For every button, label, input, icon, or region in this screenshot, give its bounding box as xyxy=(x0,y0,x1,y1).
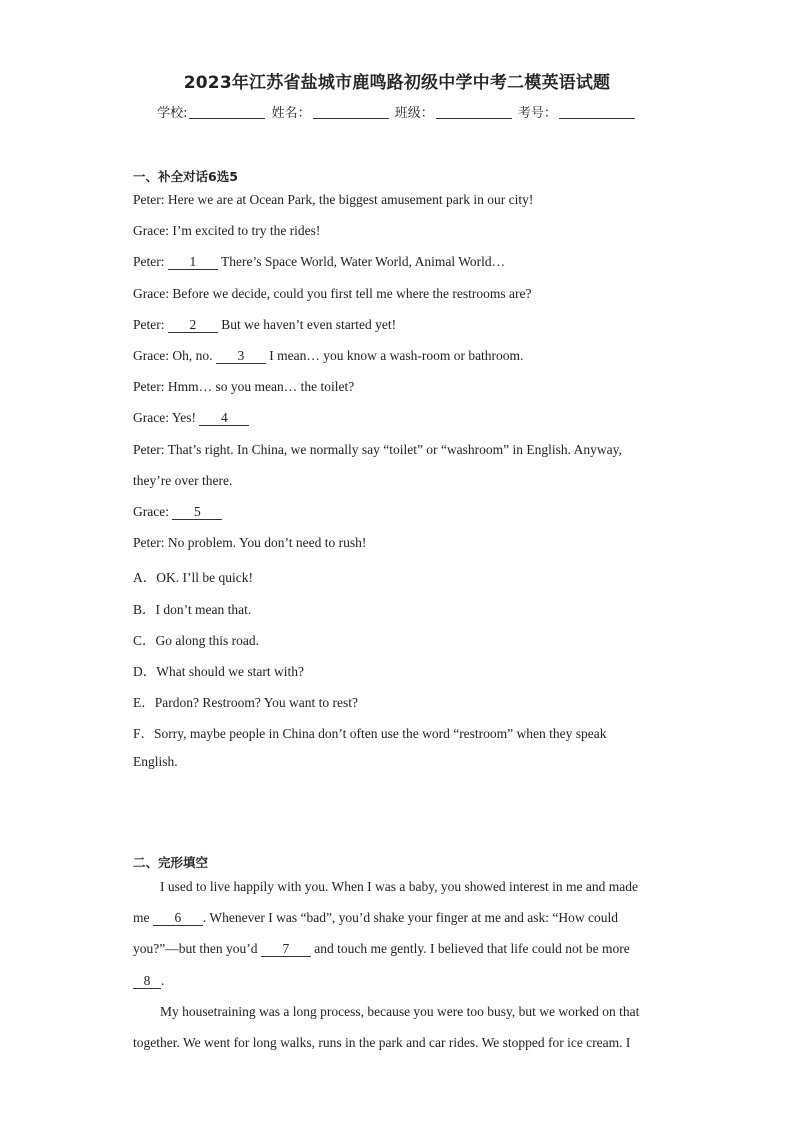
text-line xyxy=(133,504,222,520)
text-line: E．Pardon? Restroom? You want to rest? xyxy=(133,695,358,711)
number-field[interactable] xyxy=(559,104,635,119)
text-line: F．Sorry, maybe people in China don’t often use the word “restroom” when they speak xyxy=(133,726,607,742)
answer-blank[interactable]: 7 xyxy=(261,942,311,957)
text-line xyxy=(133,941,630,957)
text-line: Peter: Hmm… so you mean… the toilet? xyxy=(133,379,355,395)
line-text: Grace: xyxy=(133,504,173,519)
text-line: English. xyxy=(133,753,178,769)
text-line: they’re over there. xyxy=(133,472,233,488)
answer-blank[interactable]: 2 xyxy=(168,318,218,333)
answer-blank[interactable]: 1 xyxy=(168,255,218,270)
text-line xyxy=(133,910,618,926)
school-field[interactable] xyxy=(189,104,265,119)
text-line: D．What should we start with? xyxy=(133,664,304,679)
line-text: you?”—but then you’d xyxy=(133,941,261,957)
text-line: C．Go along this road. xyxy=(133,632,259,648)
text-line: I used to live happily with you. When I was a baby, you showed interest in me and made xyxy=(160,879,639,894)
page-title: 2023年江苏省盐城市鹿鸣路初级中学中考二模英语试题 xyxy=(183,73,611,93)
class-field[interactable] xyxy=(436,104,512,119)
text-line xyxy=(133,348,523,364)
section-heading: 一、补全对话6选5 xyxy=(133,169,238,184)
text-line: together. We went for long walks, runs in the park and car rides. We stopped for ice cream. I xyxy=(133,1035,631,1050)
answer-blank[interactable]: 3 xyxy=(216,349,266,364)
answer-blank[interactable]: 8 xyxy=(133,974,161,989)
student-info-row xyxy=(0,102,794,121)
line-text: There’s Space World, Water World, Animal World… xyxy=(217,254,506,270)
text-line: A．OK. I’ll be quick! xyxy=(133,570,253,586)
line-text: me xyxy=(133,910,153,926)
line-text: I mean… you know a wash-room or bathroom. xyxy=(265,348,524,363)
text-line: My housetraining was a long process, because you were too busy, but we worked on that xyxy=(160,1003,640,1019)
school-label: 学校: xyxy=(157,106,188,121)
text-line: Grace: Before we decide, could you first tell me where the restrooms are? xyxy=(133,285,532,301)
text-line xyxy=(133,317,396,333)
line-text: . Whenever I was “bad”, you’d shake your finger at me and ask: “How could xyxy=(202,910,618,926)
text-line: Peter: No problem. You don’t need to rush! xyxy=(133,535,367,551)
text-line: Peter: Here we are at Ocean Park, the biggest amusement park in our city! xyxy=(133,192,534,207)
text-line xyxy=(133,410,249,426)
line-text: Peter: xyxy=(133,254,168,270)
line-text: . xyxy=(161,972,165,988)
text-line: Grace: I’m excited to try the rides! xyxy=(133,223,321,239)
line-text: Peter: xyxy=(133,316,168,332)
number-label: 考号： xyxy=(517,106,557,121)
name-field[interactable] xyxy=(313,104,389,119)
answer-blank[interactable]: 6 xyxy=(153,911,203,926)
text-line xyxy=(133,254,505,270)
text-line xyxy=(133,973,164,989)
line-text: Grace: Yes! xyxy=(133,410,200,426)
text-line: Peter: That’s right. In China, we normally say “toilet” or “washroom” in English. Anyway, xyxy=(133,441,622,457)
answer-blank[interactable]: 4 xyxy=(199,411,249,426)
text-line: B．I don’t mean that. xyxy=(133,601,252,617)
name-label: 姓名： xyxy=(271,106,311,121)
class-label: 班级： xyxy=(394,106,434,121)
section-heading: 二、完形填空 xyxy=(133,855,209,870)
line-text: and touch me gently. I believed that life could not be more xyxy=(310,941,630,957)
answer-blank[interactable]: 5 xyxy=(172,505,222,520)
line-text: Grace: Oh, no. xyxy=(133,348,216,363)
line-text: But we haven’t even started yet! xyxy=(217,316,397,332)
